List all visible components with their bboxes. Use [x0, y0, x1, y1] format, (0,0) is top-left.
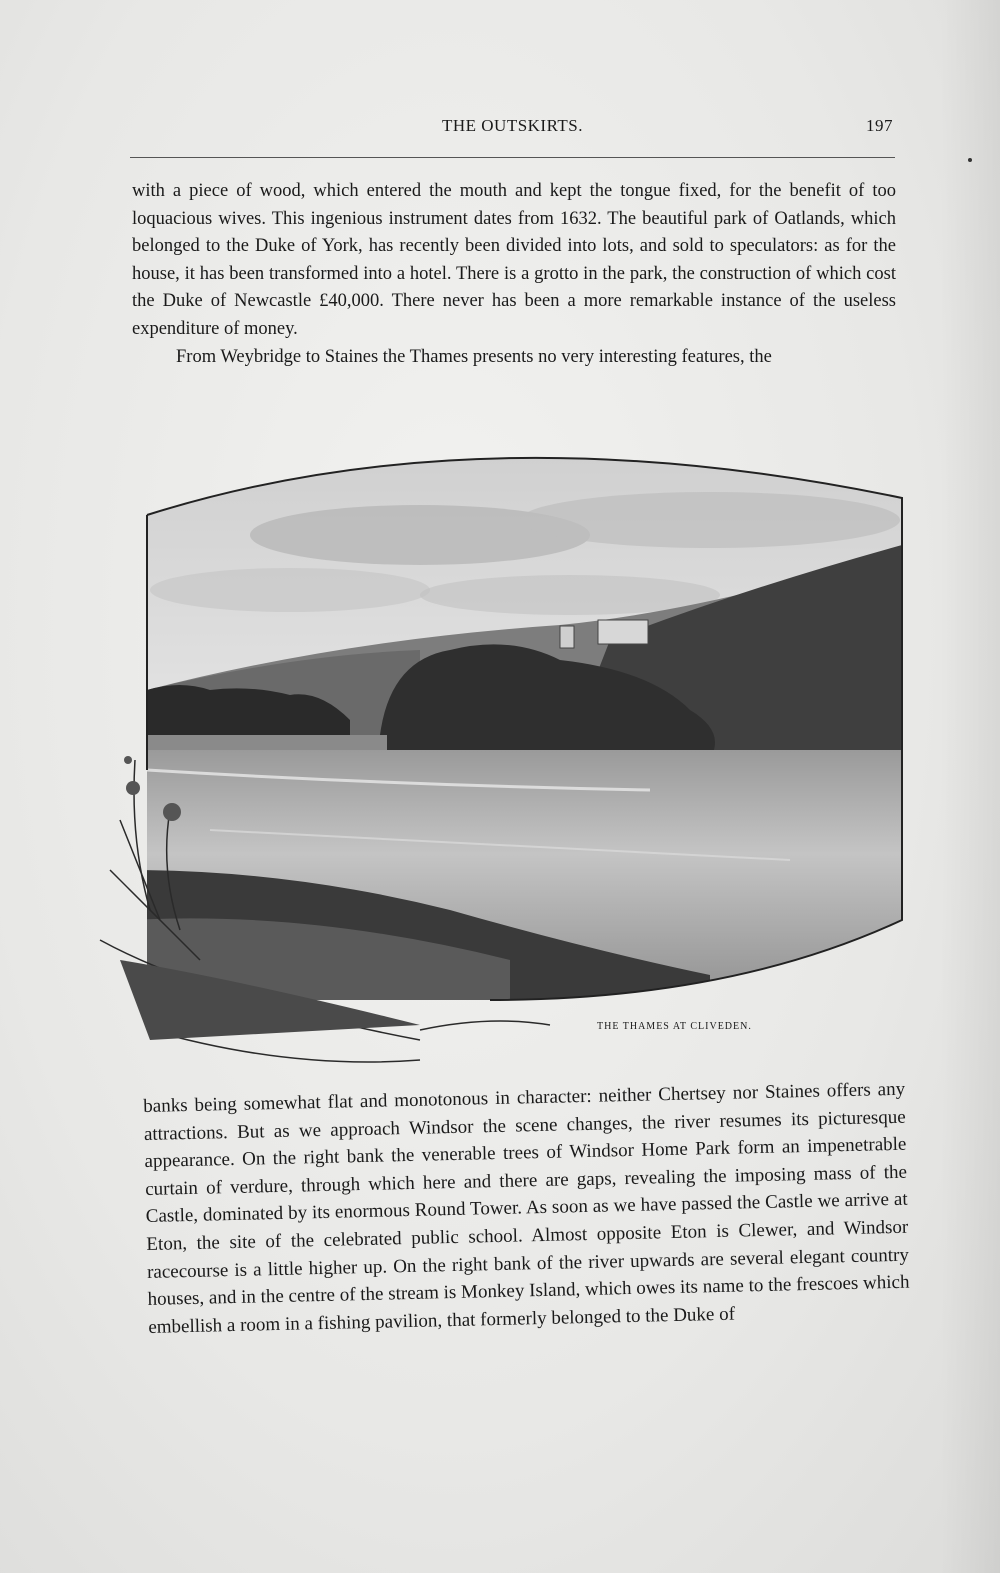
- top-text-block: [132, 178, 896, 371]
- river-engraving-figure: [90, 440, 910, 1080]
- running-head: [130, 116, 895, 142]
- river-engraving: [90, 440, 910, 1080]
- paragraph-2-start: From Weybridge to Staines the Thames presents no very interesting features, the: [176, 346, 772, 367]
- figure-caption: THE THAMES AT CLIVEDEN.: [597, 1021, 752, 1032]
- paragraph-2-continued: banks being somewhat flat and monotonous in character: neither Chertsey nor Staines offers any attractions. But as we approach Windsor the scene changes, the river resumes its picturesque appearance. On the right bank the venerable trees of Windsor Home Park form an impenetrable curtain of verdure, through which here and there are gaps, revealing the imposing mass of the Castle, dominated by its enormous Round Tower. As soon as we have passed the Castle we arrive at Eton, the site of the celebrated public school. Almost opposite Eton is Clewer, and Windsor racecourse is a little higher up. On the right bank of the river upwards are several elegant country houses, and in the centre of the stream is Monkey Island, which owes its name to the frescoes which embellish a room in a fishing pavilion, that formerly belonged to the Duke of: [143, 1078, 910, 1338]
- paragraph-1: with a piece of wood, which entered the mouth and kept the tongue fixed, for the benefit of too loquacious wives. This ingenious instrument dates from 1632. The beautiful park of Oatlands, which belonged to the Duke of York, has recently been divided into lots, and sold to speculators: as for the house, it has been transformed into a hotel. There is a grotto in the park, the construction of which cost the Duke of Newcastle £40,000. There never has been a more remarkable instance of the useless expenditure of money.: [132, 181, 896, 339]
- ink-speck: [968, 158, 972, 162]
- header-rule: [130, 157, 895, 158]
- bottom-text-block: [143, 1076, 910, 1342]
- running-title: THE OUTSKIRTS.: [441, 116, 584, 135]
- page-edge-shadow: [940, 0, 1000, 1573]
- page-number: 197: [866, 116, 893, 135]
